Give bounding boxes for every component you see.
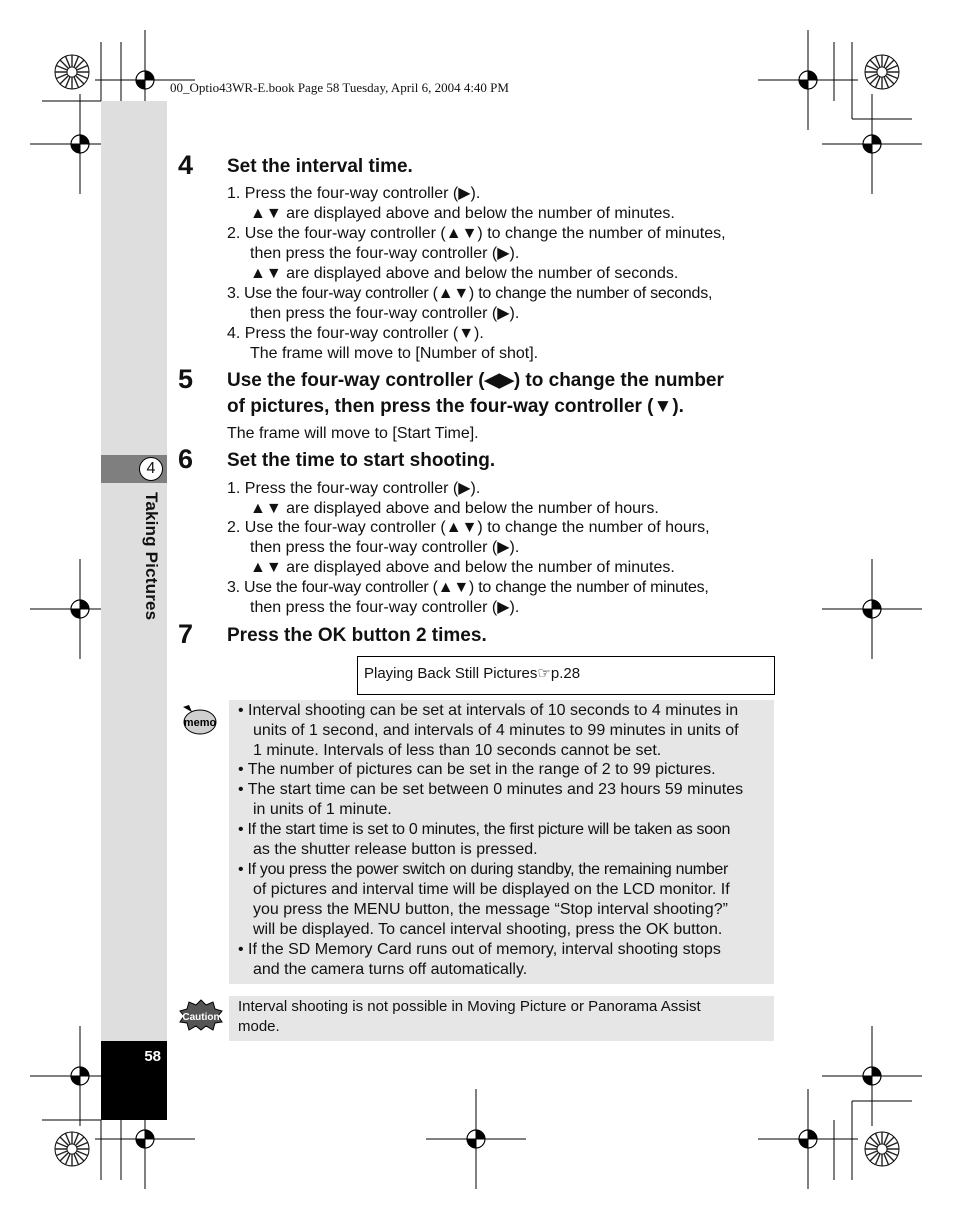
page-reference: Playing Back Still Pictures☞p.28 [357, 656, 775, 695]
memo-line: • The number of pictures can be set in the range of 2 to 99 pictures. [238, 761, 716, 778]
step-title: Press the OK button 2 times. [227, 625, 487, 646]
instruction-line: ▲▼ are displayed above and below the number of seconds. [250, 265, 679, 282]
memo-line: • If you press the power switch on during standby, the remaining number [238, 861, 729, 878]
memo-line: • If the SD Memory Card runs out of memory, interval shooting stops [238, 941, 721, 958]
instruction-line: ▲▼ are displayed above and below the number of hours. [250, 500, 659, 517]
instruction-line: ▲▼ are displayed above and below the number of minutes. [250, 559, 675, 576]
chapter-number: 4 [139, 457, 163, 481]
step-number: 4 [178, 150, 194, 180]
memo-line: units of 1 second, and intervals of 4 minutes to 99 minutes in units of [253, 722, 739, 739]
memo-line: and the camera turns off automatically. [253, 961, 528, 978]
caution-line: Interval shooting is not possible in Moving Picture or Panorama Assist [238, 998, 701, 1015]
page-number: 58 [144, 1048, 161, 1065]
instruction-line: then press the four-way controller (▶). [250, 305, 520, 322]
step-title: Set the time to start shooting. [227, 450, 496, 471]
step-number: 5 [178, 364, 194, 394]
instruction-line: ▲▼ are displayed above and below the number of minutes. [250, 205, 675, 222]
memo-line: • The start time can be set between 0 minutes and 23 hours 59 minutes [238, 781, 744, 798]
instruction-line: then press the four-way controller (▶). [250, 599, 520, 616]
step-number: 6 [178, 444, 194, 474]
chapter-title: Taking Pictures [142, 492, 161, 621]
instruction-line: 4. Press the four-way controller (▼). [227, 325, 484, 342]
memo-line: 1 minute. Intervals of less than 10 seconds cannot be set. [253, 742, 662, 759]
memo-line: will be displayed. To cancel interval shooting, press the OK button. [253, 921, 723, 938]
memo-line: • If the start time is set to 0 minutes, the first picture will be taken as soon [238, 821, 731, 838]
instruction-line: 2. Use the four-way controller (▲▼) to change the number of minutes, [227, 225, 726, 242]
caution-icon [179, 999, 223, 1031]
instruction-line: The frame will move to [Start Time]. [227, 425, 479, 442]
memo-line: you press the MENU button, the message “Stop interval shooting?” [253, 901, 728, 918]
memo-line: of pictures and interval time will be displayed on the LCD monitor. If [253, 881, 730, 898]
step-number: 7 [178, 619, 194, 649]
memo-line: • Interval shooting can be set at intervals of 10 seconds to 4 minutes in [238, 702, 739, 719]
instruction-line: then press the four-way controller (▶). [250, 539, 520, 556]
memo-line: in units of 1 minute. [253, 801, 392, 818]
file-header: 00_Optio43WR-E.book Page 58 Tuesday, April 6, 2004 4:40 PM [170, 80, 509, 95]
instruction-line: then press the four-way controller (▶). [250, 245, 520, 262]
instruction-line: 3. Use the four-way controller (▲▼) to change the number of seconds, [227, 285, 713, 302]
svg-text:Caution: Caution [182, 1012, 220, 1023]
instruction-line: 3. Use the four-way controller (▲▼) to change the number of minutes, [227, 579, 709, 596]
instruction-line: The frame will move to [Number of shot]. [250, 345, 539, 362]
step-title: Use the four-way controller (◀▶) to change the number [227, 370, 724, 391]
memo-icon [180, 703, 218, 737]
instruction-line: 1. Press the four-way controller (▶). [227, 480, 481, 497]
step-title: of pictures, then press the four-way controller (▼). [227, 396, 684, 417]
instruction-line: 2. Use the four-way controller (▲▼) to change the number of hours, [227, 519, 710, 536]
memo-line: as the shutter release button is pressed. [253, 841, 538, 858]
svg-text:memo: memo [183, 717, 217, 729]
step-title: Set the interval time. [227, 156, 413, 177]
caution-line: mode. [238, 1018, 280, 1035]
instruction-line: 1. Press the four-way controller (▶). [227, 185, 481, 202]
